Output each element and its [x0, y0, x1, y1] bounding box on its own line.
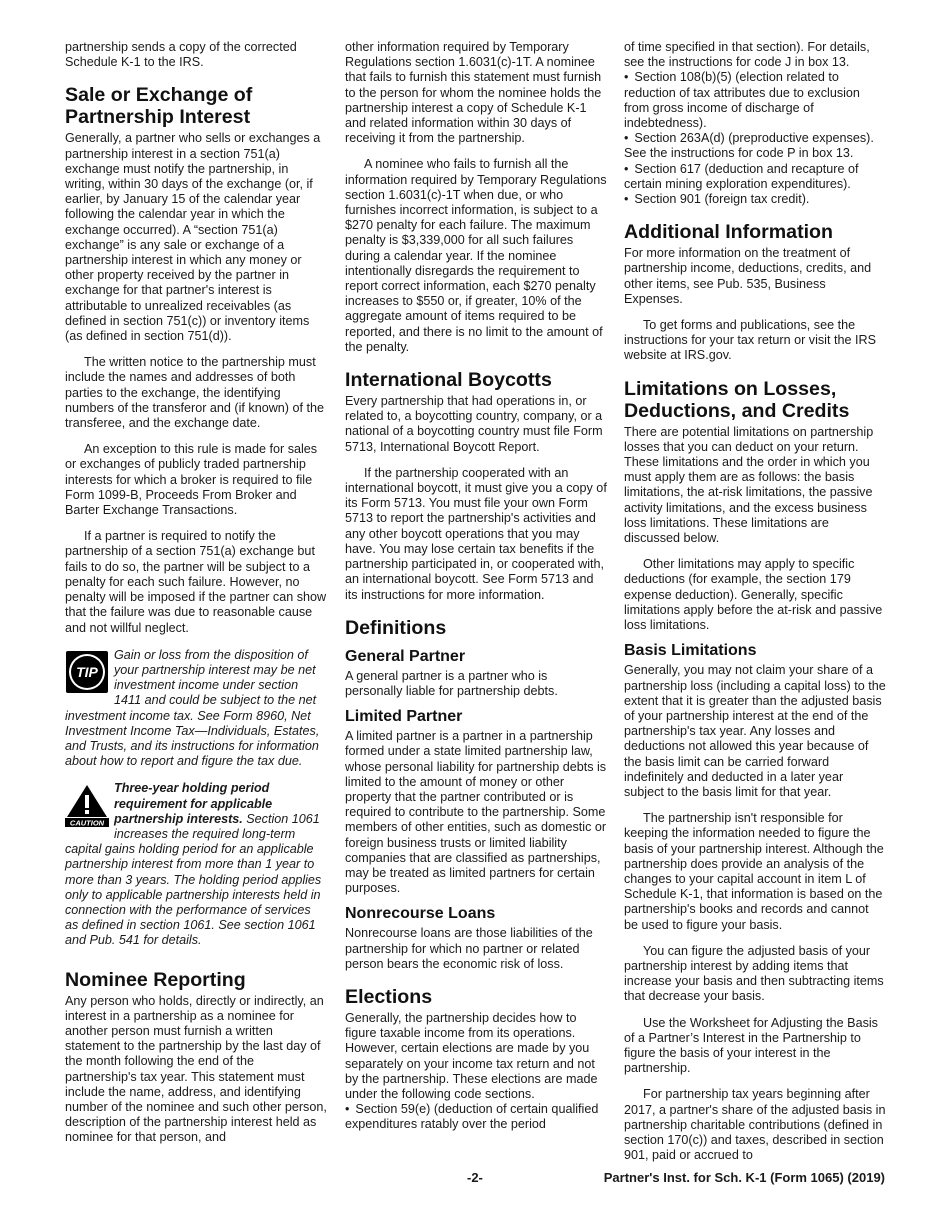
page-footer	[65, 1170, 885, 1188]
paragraph: of time specified in that section). For details, see the instructions for code J in box 13.	[624, 40, 870, 70]
paragraph: Any person who holds, directly or indirectly, an interest in a partnership as a nominee for another person must furnish a written statement to the partnership by the last day of the month following the end of the partnership's tax year. This statement must include the name, address, and identifying number of the nominee and such other person, description of the partnership interest held as nominee for that person, and	[65, 993, 327, 1145]
heading-international-boycotts: International Boycotts	[345, 369, 552, 392]
caution-label: CAUTION	[69, 818, 105, 828]
list-item: • Section 59(e) (deduction of certain qualified expenditures ratably over the period	[345, 1102, 599, 1132]
caution-note	[65, 781, 327, 948]
paragraph: You can figure the adjusted basis of your partnership interest by adding items that increase your basis and then subtracting items that decrease your basis.	[624, 943, 884, 1004]
paragraph: Generally, the partnership decides how to figure taxable income from its operations. However, certain elections are made by you separately on your income tax return and not by the partnership. These elections are made under the following code sections.	[345, 1010, 598, 1101]
paragraph: Other limitations may apply to specific deductions (for example, the section 179 expense deduction). Generally, specific limitations apply before the at-risk and passive loss limitations.	[624, 557, 883, 633]
list-item: • Section 263A(d) (preproductive expenses). See the instructions for code P in box 13.	[624, 131, 874, 161]
paragraph: A limited partner is a partner in a partnership formed under a state limited partnership law, whose personal liability for partnership debts is limited to the amount of money or other property that the partner contributed or is required to contribute to the partnership. Some members of other entities, such as domestic or foreign business trusts or limited liability companies that are classified as partnerships, may be treated as limited partners for certain purposes.	[345, 729, 607, 896]
paragraph: Use the Worksheet for Adjusting the Basis of a Partner’s Interest in the Partnership to figure the basis of your interest in the partnership.	[624, 1015, 878, 1076]
list-item: • Section 108(b)(5) (election related to reduction of tax attributes due to exclusion from gross income of discharge of indebtedness).	[624, 70, 860, 131]
heading-additional-information: Additional Information	[624, 221, 833, 244]
caution-icon	[65, 783, 109, 827]
list-item: • Section 617 (deduction and recapture of certain mining exploration expenditures).	[624, 161, 859, 191]
paragraph: To get forms and publications, see the instructions for your tax return or visit the IRS website at IRS.gov.	[624, 318, 876, 363]
tip-text: Gain or loss from the disposition of your partnership interest may be net investment income under section 1411 and could be subject to the net investment income tax. See Form 8960, Net Investment Income Tax—Individuals, Estates, and Trusts, and its instructions for information about how to report and figure the tax due.	[65, 647, 320, 769]
list-item: • Section 901 (foreign tax credit).	[624, 192, 810, 207]
heading-elections: Elections	[345, 985, 433, 1008]
column-middle	[345, 40, 607, 1133]
document-title: Partner's Inst. for Sch. K-1 (Form 1065) (2019)	[603, 1170, 885, 1185]
heading-sale-exchange: Sale or Exchange of Partnership Interest	[65, 84, 253, 129]
paragraph: For more information on the treatment of partnership income, deductions, credits, and other items, see Pub. 535, Business Expenses.	[624, 246, 872, 306]
subheading-nonrecourse-loans: Nonrecourse Loans	[345, 905, 496, 923]
paragraph: For partnership tax years beginning after 2017, a partner's share of the adjusted basis in partnership charitable contributions (defined in section 170(c)) and taxes, described in section 901, paid or accrued to	[624, 1087, 886, 1163]
paragraph: If the partnership cooperated with an international boycott, it must give you a copy of its Form 5713. You must file your own Form 5713 to report the partnership's activities and any other boycott operations that you may have. You may lose certain tax benefits if the partnership participated in, or cooperated with, an international boycott. See Form 5713 and its instructions for more information.	[345, 465, 607, 602]
subheading-basis-limitations: Basis Limitations	[624, 642, 757, 660]
paragraph: An exception to this rule is made for sales or exchanges of publicly traded partnership interests for which a broker is required to file Form 1099-B, Proceeds From Broker and Barter Exchange Transactions.	[65, 442, 318, 518]
paragraph: other information required by Temporary Regulations section 1.6031(c)-1T. A nominee that fails to furnish this statement must furnish to the person for whom the nominee holds the partnership interest a copy of Schedule K-1 and related information within 30 days of receiving it from the partnership.	[345, 40, 602, 146]
heading-nominee-reporting: Nominee Reporting	[65, 968, 246, 991]
caution-text: Section 1061 increases the required long-term capital gains holding period for an applicable partnership interest from more than 1 year to more than 3 years. The holding period applies only to applicable partnership interests held in connection with the performance of services as defined in section 1061. See section 1061 and Pub. 541 for details.	[65, 811, 322, 948]
column-left	[65, 40, 327, 1146]
tip-note	[65, 648, 327, 770]
page-number: -2-	[467, 1170, 483, 1185]
paragraph: There are potential limitations on partnership losses that you can deduct on your return. These limitations and the order in which you must apply them are as follows: the basis limitations, the at-risk limitations, the passive activity limitations, and the excess business loss limitations. These limitations are discussed below.	[624, 424, 874, 546]
caution-heading: Three-year holding period requirement for applicable partnership interests.	[114, 781, 273, 826]
column-right	[624, 40, 886, 1163]
subheading-general-partner: General Partner	[345, 647, 466, 665]
paragraph: If a partner is required to notify the partnership of a section 751(a) exchange but fails to do so, the partner will be subject to a penalty for each such failure. However, no penalty will be imposed if the partner can show that the failure was due to reasonable cause and not willful neglect.	[65, 529, 327, 635]
paragraph: The written notice to the partnership must include the names and addresses of both parties to the exchange, the identifying numbers of the transferor and (if known) of the transferee, and the exchange date.	[65, 355, 325, 431]
paragraph: The partnership isn't responsible for keeping the information needed to figure the basis of your partnership interest. Although the partnership does provide an analysis of the changes to your capital account in item L of Schedule K-1, that information is based on the partnership's books and records and cannot be used to figure your basis.	[624, 811, 884, 932]
paragraph: Generally, you may not claim your share of a partnership loss (including a capital loss) to the extent that it is greater than the adjusted basis of your partnership interest at the end of the partnership's tax year. Any losses and deductions not allowed this year because of the basis limit can be carried forward indefinitely and deducted in a later year subject to the basis limit for that year.	[624, 663, 886, 799]
paragraph: A nominee who fails to furnish all the information required by Temporary Regulations section 1.6031(c)-1T when due, or who furnishes incorrect information, is subject to a $270 penalty for each failure. The maximum penalty is $3,339,000 for all such failures during a calendar year. If the nominee intentionally disregards the requirement to report correct information, each $270 penalty increases to $550 or, if greater, 10% of the aggregate amount of items required to be reported, and there is no limit to the amount of the penalty.	[345, 157, 607, 354]
paragraph: A general partner is a partner who is personally liable for partnership debts.	[345, 668, 558, 698]
paragraph: Every partnership that had operations in, or related to, a boycotting country, company, or a national of a boycotting country must file Form 5713, International Boycott Report.	[345, 394, 603, 454]
subheading-limited-partner: Limited Partner	[345, 708, 463, 726]
paragraph: partnership sends a copy of the corrected Schedule K-1 to the IRS.	[65, 40, 297, 70]
tip-label: TIP	[76, 663, 98, 680]
heading-definitions: Definitions	[345, 616, 447, 639]
paragraph: Generally, a partner who sells or exchanges a partnership interest in a section 751(a) exchange must notify the partnership, in writing, within 30 days of the exchange (or, if earlier, by January 15 of the calendar year following the calendar year in which the exchange occurred). A “section 751(a) exchange” is any sale or exchange of a partnership interest in which any money or other property received by the partner in exchange for that partner's interest is attributable to unrealized receivables (as defined in section 751(c)) or inventory items (as defined in section 751(d)).	[65, 131, 321, 344]
paragraph: Nonrecourse loans are those liabilities of the partnership for which no partner or related person bears the economic risk of loss.	[345, 926, 593, 971]
tip-icon	[65, 650, 109, 694]
heading-limitations: Limitations on Losses, Deductions, and Credits	[624, 377, 850, 422]
